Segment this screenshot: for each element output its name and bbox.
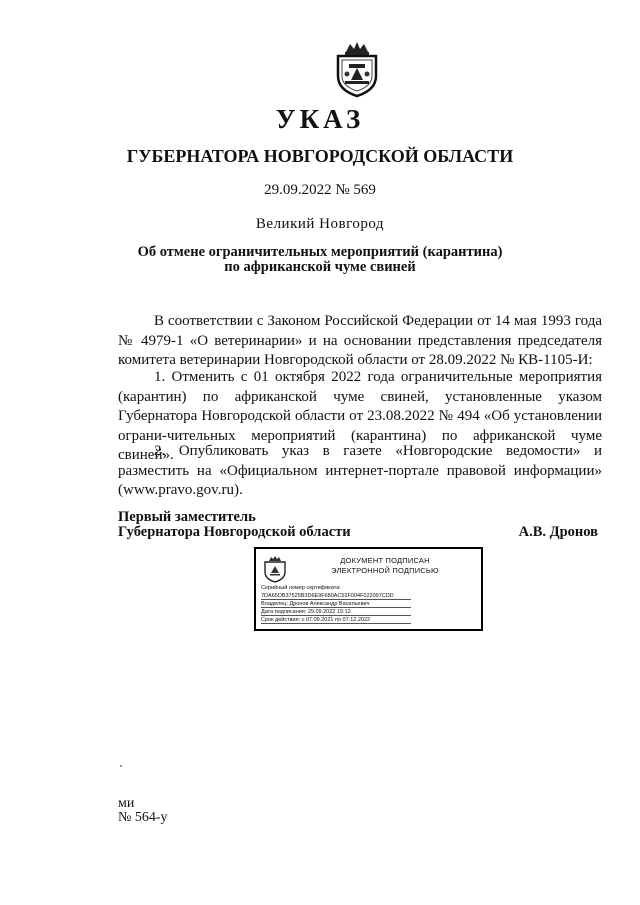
scan-speck — [120, 765, 122, 767]
paragraph-item-1-text: 1. Отменить с 01 октября 2022 года ограничительные мероприятия (карантин) по африканской чуме свиней, установленные указом Губернатора Новгородской области от 23.08.2022 № 494 «Об установлении ограни-чительных мероприятий (карантина) по африканской чуме свиней». — [118, 369, 602, 463]
document-subtitle: ГУБЕРНАТОРА НОВГОРОДСКОЙ ОБЛАСТИ — [126, 146, 514, 166]
stamp-cert-label: Серийный номер сертификата: — [261, 585, 341, 591]
executor-initials: ми — [118, 796, 135, 811]
signatory-position-line-2: Губернатора Новгородской области — [118, 524, 351, 540]
document-title: УКАЗ — [275, 104, 365, 134]
stamp-owner: Владелец: Дронов Александр Васильевич — [261, 601, 370, 607]
document-subject — [0, 245, 640, 275]
paragraph-item-2-text: 2. Опубликовать указ в газете «Новгородские ведомости» и разместить на «Официальном интернет-портале правовой информации» (www.pravo.gov.ru). — [118, 443, 602, 498]
paragraph-item-2 — [118, 442, 602, 501]
stamp-divider — [261, 607, 411, 608]
stamp-heading-2: ЭЛЕКТРОННОЙ ПОДПИСЬЮ — [331, 566, 439, 575]
signatory-position-line-1: Первый заместитель — [118, 509, 256, 525]
paragraph-preamble-text: В соответствии с Законом Российской Федерации от 14 мая 1993 года № 4979-1 «О ветеринарии» и на основании представления председателя комитета ветеринарии Новгородской области от 28.09.2022 № КВ-1105-И: — [118, 313, 602, 368]
stamp-signed-date: Дата подписания: 29.09.2022 15:12 — [261, 609, 351, 615]
stamp-divider — [261, 623, 411, 624]
subject-line-2: по африканской чуме свиней — [224, 259, 416, 275]
stamp-emblem-icon — [262, 555, 288, 583]
paragraph-preamble — [118, 312, 602, 371]
stamp-divider — [261, 615, 411, 616]
coat-of-arms-emblem — [332, 40, 382, 98]
signatory-name: А.В. Дронов — [518, 524, 598, 540]
city-name: Великий Новгород — [255, 216, 385, 232]
electronic-signature-stamp — [254, 547, 483, 631]
stamp-validity: Срок действия: с 07.09.2021 по 07.12.2022 — [261, 617, 371, 623]
stamp-heading-1: ДОКУМЕНТ ПОДПИСАН — [340, 556, 430, 565]
date-and-number: 29.09.2022 № 569 — [264, 182, 376, 198]
stamp-cert-number: 7DA65DB37525B3D6E9F680AC52F004F022097CDD — [261, 593, 394, 599]
internal-document-number: № 564-у — [118, 810, 168, 825]
stamp-divider — [261, 599, 411, 600]
signatory-position — [118, 510, 351, 540]
subject-line-1: Об отмене ограничительных мероприятий (карантина) — [137, 244, 503, 260]
